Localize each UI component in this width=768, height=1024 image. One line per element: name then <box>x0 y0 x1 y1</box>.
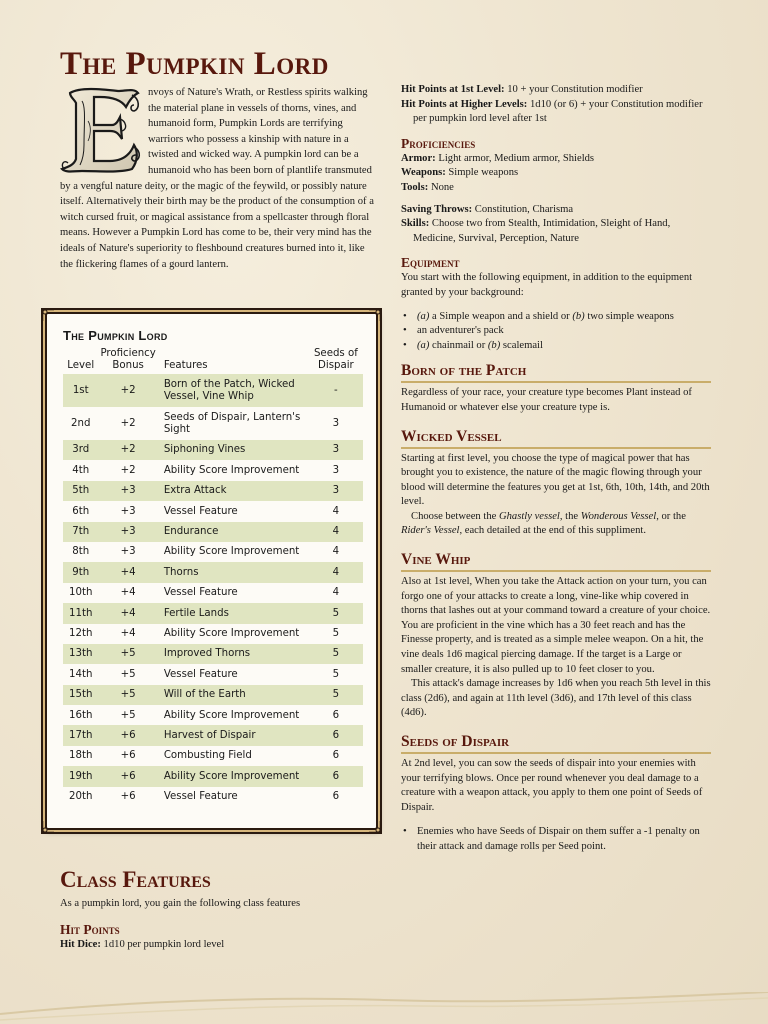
cell-prof: +3 <box>98 481 157 501</box>
seeds-of-dispair-heading: Seeds of Dispair <box>401 733 711 754</box>
armor-value: Light armor, Medium armor, Shields <box>438 152 595 164</box>
cell-seeds: 3 <box>309 481 363 501</box>
cell-features: Siphoning Vines <box>158 440 309 460</box>
cell-seeds: 6 <box>332 791 340 803</box>
cell-level: 14th <box>69 668 93 680</box>
table-row <box>63 644 363 664</box>
cell-prof: +4 <box>98 603 157 623</box>
cell-level: 2nd <box>71 417 91 429</box>
text-run: , the <box>559 510 581 522</box>
intro-paragraph <box>60 85 376 272</box>
cell-seeds: 3 <box>309 440 363 460</box>
cell-seeds: 5 <box>309 644 363 664</box>
header-proficiency-bottom: Bonus <box>112 360 144 371</box>
table-row <box>63 787 363 807</box>
cell-seeds: 3 <box>332 417 340 429</box>
cell-prof: +6 <box>120 791 136 803</box>
cell-features: Extra Attack <box>158 481 309 501</box>
cell-features: Will of the Earth <box>158 685 309 705</box>
footer-ornament-icon <box>0 992 768 1024</box>
cell-features: Combusting Field <box>163 750 252 762</box>
option-text: two simple weapons <box>584 310 674 322</box>
header-seeds <box>309 347 363 374</box>
cell-features: Harvest of Dispair <box>158 725 309 745</box>
right-column <box>401 83 711 855</box>
cell-seeds: 5 <box>332 627 340 639</box>
table-row <box>63 440 363 460</box>
table-title: The Pumpkin Lord <box>63 328 168 343</box>
skills-line <box>401 217 711 246</box>
equipment-intro: You start with the following equipment, in addition to the equipment granted by your background: <box>401 272 693 298</box>
cell-seeds: 4 <box>309 522 363 542</box>
cell-prof: +4 <box>120 627 136 639</box>
cell-prof: +6 <box>98 766 157 786</box>
cell-features: Ability Score Improvement <box>163 709 300 721</box>
frame-corner-icon <box>41 820 55 834</box>
cell-level: 10th <box>69 587 93 599</box>
cell-features: Ability Score Improvement <box>163 464 300 476</box>
cell-prof: +2 <box>98 374 157 407</box>
cell-seeds: 6 <box>332 750 340 762</box>
cell-features: Ability Score Improvement <box>163 546 300 558</box>
cell-level: 1st <box>63 374 98 407</box>
header-features: Features <box>163 360 208 371</box>
cell-features: Seeds of Dispair, Lantern's Sight <box>163 412 301 435</box>
cell-features: Born of the Patch, Wicked Vessel, Vine Whip <box>158 374 309 407</box>
saves-label: Saving Throws: <box>401 203 473 215</box>
cell-prof: +6 <box>120 750 136 762</box>
header-level: Level <box>67 360 95 371</box>
intro-text: nvoys of Nature's Wrath, or Restless spirits walking the material plane in vessels of thorns, vines, and humanoid form, Pumpkin Lords are terrifying warriors who possess a kinship with nature in a twisted and wicked way. A pumpkin lord can be a humanoid who has been born of plantlife transmuted by a vengful nature deity, or the magic of the feywild, or possibly nature itself. Alternatively their birth may be the product of the consumption of a witch cursed fruit, or magical assistance from a spellcaster through floral means. However a Pumpkin Lord has come to be, their very mind has the ideals of Nature's superiority to fleshbound creatures burned into it, like the flickering flames of a gourd lantern. <box>60 87 374 270</box>
cell-prof: +2 <box>120 464 136 476</box>
class-table <box>63 328 363 807</box>
dropcap-ornament-icon <box>60 85 144 175</box>
list-item: • an adventurer's pack <box>401 324 711 339</box>
cell-level: 17th <box>63 725 98 745</box>
option-a: (a) <box>417 339 430 351</box>
table-row <box>63 501 363 521</box>
cell-features: Improved Thorns <box>158 644 309 664</box>
cell-seeds: 4 <box>332 587 340 599</box>
cell-features: Vessel Feature <box>163 587 238 599</box>
seeds-list <box>401 825 711 854</box>
born-of-patch-heading: Born of the Patch <box>401 362 711 383</box>
option-text: chainmail or <box>429 339 488 351</box>
option-b: (b) <box>572 310 585 322</box>
hit-dice-label: Hit Dice: <box>60 938 101 950</box>
cell-level: 16th <box>69 709 93 721</box>
armor-label: Armor: <box>401 152 436 164</box>
table-row <box>63 624 363 644</box>
weapons-label: Weapons: <box>401 167 446 179</box>
table-row <box>63 705 363 725</box>
cell-prof: +5 <box>120 668 136 680</box>
option-text: scalemail <box>500 339 543 351</box>
hp-higher-label: Hit Points at Higher Levels: <box>401 98 528 110</box>
table-row <box>63 481 363 501</box>
header-proficiency-top: Proficiency <box>100 348 156 359</box>
cell-features: Ability Score Improvement <box>163 627 300 639</box>
cell-level: 12th <box>69 627 93 639</box>
list-item <box>401 310 711 325</box>
cell-level: 8th <box>72 546 90 558</box>
cell-features: Vessel Feature <box>163 668 238 680</box>
table-header-row <box>63 347 363 374</box>
ghastly-vessel-ref: Ghastly vessel <box>498 510 560 522</box>
table-row <box>63 374 363 407</box>
equipment-heading: Equipment <box>401 255 460 271</box>
tools-line <box>401 181 711 196</box>
table-row <box>63 562 363 582</box>
cell-prof: +5 <box>98 644 157 664</box>
cell-prof: +2 <box>98 440 157 460</box>
frame-corner-icon <box>41 308 55 322</box>
cell-level: 6th <box>72 505 90 517</box>
cell-level: 11th <box>63 603 98 623</box>
text-run: , each detailed at the end of this suppliment. <box>459 525 646 537</box>
cell-level: 5th <box>63 481 98 501</box>
cell-prof: +4 <box>120 587 136 599</box>
weapons-line <box>401 166 711 181</box>
hit-dice-value: 1d10 per pumpkin lord level <box>103 938 225 950</box>
cell-features: Endurance <box>158 522 309 542</box>
table-row <box>63 542 363 562</box>
class-features-section <box>60 897 376 952</box>
skills-value: Choose two from Stealth, Intimidation, Sleight of Hand, Medicine, Survival, Perception, Nature <box>413 218 671 244</box>
cell-prof: +3 <box>120 546 136 558</box>
cell-seeds: 5 <box>332 668 340 680</box>
vine-whip-text: Also at 1st level, When you take the Attack action on your turn, you can forgo one of your attacks to create a long, vine-like whip covered in thorns that lashes out at your command toward a creature of your choice. You are proficient in the vine which has a 30 feet reach and has the Finesse property, and is treated as a simple melee weapon. On a hit, the vine deals 1d6 magical piercing damage. If the target is a Large or smaller creature, it is also pulled up to 10 feet closer to you. <box>401 576 711 675</box>
cell-seeds: 6 <box>309 766 363 786</box>
cell-features: Vessel Feature <box>163 505 238 517</box>
riders-vessel-ref: Rider's Vessel <box>401 525 460 537</box>
frame-corner-icon <box>368 308 382 322</box>
left-column <box>60 46 376 272</box>
table-row <box>63 583 363 603</box>
cell-prof: +5 <box>98 685 157 705</box>
cell-seeds: 4 <box>309 562 363 582</box>
cell-level: 7th <box>63 522 98 542</box>
header-seeds-top: Seeds of <box>313 348 358 359</box>
vine-whip-text-2: This attack's damage increases by 1d6 when you reach 5th level in this class (2d6), and again at 11th level (3d6), and 17th level of this class (4d6). <box>401 678 711 719</box>
cell-level: 15th <box>63 685 98 705</box>
saving-throws-line <box>401 203 711 218</box>
weapons-value: Simple weapons <box>448 167 519 179</box>
cell-features: Fertile Lands <box>158 603 309 623</box>
table-row <box>63 725 363 745</box>
cell-level: 19th <box>63 766 98 786</box>
hp-first-line <box>401 83 711 98</box>
list-item <box>401 339 711 354</box>
cell-prof: +6 <box>98 725 157 745</box>
wicked-vessel-heading: Wicked Vessel <box>401 428 711 449</box>
cell-seeds: 5 <box>309 603 363 623</box>
cell-level: 9th <box>63 562 98 582</box>
hp-first-label: Hit Points at 1st Level: <box>401 84 505 95</box>
cell-prof: +2 <box>120 417 136 429</box>
wicked-vessel-text: Starting at first level, you choose the type of magical power that has brought you to existence, the nature of the magic flowing through your blood will determine the features you get at 1st, 6th, 10th, 14th, and 20th level. <box>401 452 710 508</box>
option-a: (a) <box>417 310 430 322</box>
armor-line <box>401 152 711 167</box>
cell-seeds: - <box>309 374 363 407</box>
list-item: • Enemies who have Seeds of Dispair on them suffer a -1 penalty on their attack and damage rolls per Seed point. <box>401 825 711 854</box>
cell-seeds: 4 <box>332 546 340 558</box>
class-features-intro: As a pumpkin lord, you gain the following class features <box>60 898 301 909</box>
seeds-of-dispair-text: At 2nd level, you can sow the seeds of dispair into your enemies with your terrifying blows. Once per round whenever you deal damage to a creature with a weapon attack, you apply to them one point of Seeds of Dispair. <box>401 758 703 813</box>
option-text: a Simple weapon and a shield or <box>429 310 573 322</box>
hp-higher-line <box>401 98 711 127</box>
cell-prof: +4 <box>98 562 157 582</box>
hit-dice-line <box>60 938 376 953</box>
cell-prof: +3 <box>98 522 157 542</box>
cell-level: 13th <box>63 644 98 664</box>
class-table-frame <box>45 312 378 830</box>
cell-features: Thorns <box>158 562 309 582</box>
cell-level: 3rd <box>63 440 98 460</box>
option-b: (b) <box>487 339 501 351</box>
hp-first-value: 10 + your Constitution modifier <box>507 84 643 95</box>
text-run: Choose between the <box>411 510 499 522</box>
cell-seeds: 3 <box>332 464 340 476</box>
skills-label: Skills: <box>401 218 430 230</box>
vine-whip-heading: Vine Whip <box>401 551 711 572</box>
header-proficiency <box>98 347 157 374</box>
born-of-patch-text: Regardless of your race, your creature type becomes Plant instead of Humanoid or whatever else your creature type is. <box>401 387 692 413</box>
table-row <box>63 407 363 440</box>
wonderous-vessel-ref: Wonderous Vessel <box>580 510 657 522</box>
cell-prof: +5 <box>120 709 136 721</box>
table-row <box>63 603 363 623</box>
hp-higher-value: 1d10 (or 6) + your Constitution modifier per pumpkin lord level after 1st <box>413 98 703 125</box>
class-features-heading: Class Features <box>60 867 211 892</box>
text-run: , or the <box>656 510 686 522</box>
cell-features: Ability Score Improvement <box>158 766 309 786</box>
table-row <box>63 460 363 480</box>
saves-value: Constitution, Charisma <box>474 203 574 215</box>
page-title: The Pumpkin Lord <box>60 46 329 82</box>
equipment-list <box>401 310 711 354</box>
frame-corner-icon <box>368 820 382 834</box>
tools-value: None <box>430 181 454 193</box>
table-row <box>63 746 363 766</box>
level-table <box>63 347 363 807</box>
cell-level: 20th <box>69 791 93 803</box>
cell-seeds: 6 <box>309 725 363 745</box>
wicked-vessel-text-2 <box>401 510 711 539</box>
table-row <box>63 522 363 542</box>
header-seeds-bottom: Dispair <box>318 360 354 371</box>
cell-seeds: 4 <box>332 505 340 517</box>
hit-points-heading: Hit Points <box>60 921 120 937</box>
cell-level: 18th <box>69 750 93 762</box>
proficiencies-heading: Proficiencies <box>401 135 476 151</box>
cell-prof: +3 <box>120 505 136 517</box>
cell-seeds: 6 <box>332 709 340 721</box>
cell-features: Vessel Feature <box>163 791 238 803</box>
cell-seeds: 5 <box>309 685 363 705</box>
cell-level: 4th <box>72 464 90 476</box>
table-row <box>63 664 363 684</box>
table-row <box>63 685 363 705</box>
table-row <box>63 766 363 786</box>
tools-label: Tools: <box>401 181 429 193</box>
